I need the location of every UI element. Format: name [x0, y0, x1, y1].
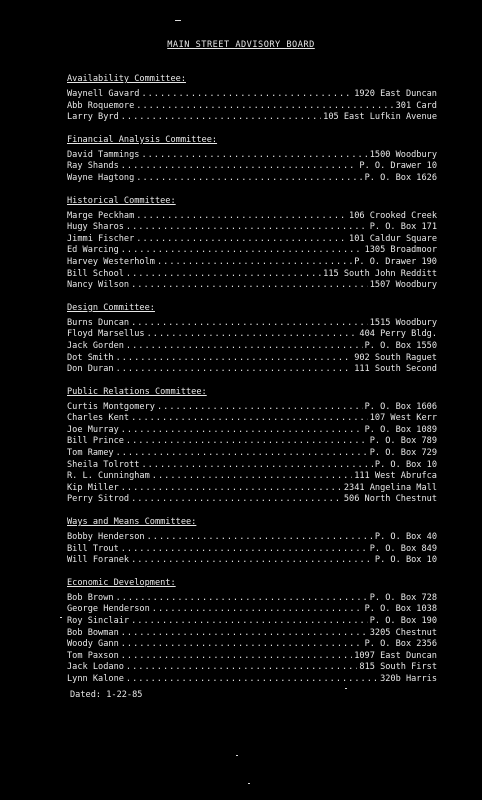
- committee-section: [67, 387, 437, 506]
- member-name: Roy Sinclair: [67, 616, 130, 626]
- leader-dots: [131, 413, 368, 425]
- member-row: [67, 413, 437, 425]
- leader-dots: [121, 628, 368, 640]
- member-address: P. O. Box 10: [374, 459, 437, 470]
- scan-speck: [60, 617, 62, 618]
- member-address: 1515 Woodbury: [369, 317, 437, 328]
- member-address: 105 East Lufkin Avenue: [323, 112, 437, 123]
- member-row: [67, 245, 437, 257]
- member-address: P. O. Box 1626: [364, 172, 437, 183]
- member-row: [67, 257, 437, 269]
- member-address: P. O. Box 729: [369, 448, 437, 459]
- member-name: Charles Kent: [67, 413, 130, 424]
- member-name: Jimmi Fischer: [67, 233, 135, 244]
- leader-dots: [131, 280, 368, 292]
- member-address: P. O. Box 849: [369, 543, 437, 554]
- member-address: 404 Perry Bldg.: [359, 329, 437, 340]
- member-address: 115 South John Redditt: [323, 268, 437, 279]
- member-name: Kip Miller: [67, 482, 119, 493]
- member-address: P. O. Box 40: [374, 532, 437, 543]
- committee-heading: Historical Committee:: [67, 195, 176, 206]
- member-name: R. L. Cunningham: [67, 471, 150, 482]
- committee-section: [67, 196, 437, 292]
- member-address: 3205 Chestnut: [369, 627, 437, 638]
- member-address: 107 West Kerr: [369, 413, 437, 424]
- leader-dots: [126, 341, 363, 353]
- member-row: [67, 222, 437, 234]
- member-row: [67, 280, 437, 292]
- member-name: Curtis Montgomery: [67, 401, 155, 412]
- member-row: [67, 112, 437, 124]
- member-name: Marge Peckham: [67, 210, 135, 221]
- leader-dots: [121, 425, 363, 437]
- committee-roster: [67, 74, 437, 697]
- leader-dots: [126, 269, 321, 281]
- member-name: Woody Gann: [67, 639, 119, 650]
- member-address: 506 North Chestnut: [343, 494, 437, 505]
- scan-speck: [175, 20, 181, 21]
- member-name: Waynell Gavard: [67, 89, 140, 99]
- leader-dots: [136, 173, 362, 185]
- member-address: 815 South First: [359, 662, 437, 673]
- leader-dots: [116, 353, 353, 365]
- member-row: [67, 616, 437, 628]
- member-row: [67, 269, 437, 281]
- leader-dots: [126, 222, 368, 234]
- member-address: P. O. Box 1550: [364, 340, 437, 351]
- committee-heading: Financial Analysis Committee:: [67, 134, 218, 145]
- committee-section: [67, 517, 437, 567]
- leader-dots: [121, 639, 363, 651]
- leader-dots: [121, 483, 342, 495]
- committee-heading: Availability Committee:: [67, 74, 186, 84]
- dated-line: Dated: 1-22-85: [70, 690, 143, 700]
- committee-heading: Ways and Means Committee:: [67, 517, 197, 528]
- member-name: Ray Shands: [67, 161, 119, 172]
- member-row: [67, 448, 437, 460]
- member-name: David Tammings: [67, 149, 140, 160]
- member-name: George Henderson: [67, 604, 150, 615]
- leader-dots: [131, 318, 368, 330]
- leader-dots: [157, 402, 363, 414]
- committee-heading: Economic Development:: [67, 577, 176, 588]
- member-row: [67, 211, 437, 223]
- document-title: MAIN STREET ADVISORY BOARD: [167, 40, 315, 50]
- scan-speck: [236, 755, 238, 756]
- member-address: P. O. Box 171: [369, 222, 437, 233]
- leader-dots: [121, 161, 358, 173]
- member-address: 1500 Woodbury: [369, 149, 437, 160]
- leader-dots: [121, 112, 321, 124]
- member-row: [67, 532, 437, 544]
- member-address: 2341 Angelina Mall: [343, 482, 437, 493]
- member-name: Jack Lodano: [67, 662, 124, 673]
- leader-dots: [157, 257, 352, 269]
- member-name: Will Foranek: [67, 555, 130, 566]
- leader-dots: [136, 234, 347, 246]
- leader-dots: [147, 532, 373, 544]
- member-row: [67, 234, 437, 246]
- member-name: Dot Smith: [67, 352, 114, 363]
- member-name: Larry Byrd: [67, 112, 119, 123]
- member-row: [67, 555, 437, 567]
- member-row: [67, 329, 437, 341]
- member-address: 1507 Woodbury: [369, 280, 437, 291]
- leader-dots: [126, 674, 378, 686]
- member-row: [67, 436, 437, 448]
- member-address: 106 Crooked Creek: [349, 210, 437, 221]
- member-address: 101 Caldur Square: [349, 233, 437, 244]
- member-name: Burns Duncan: [67, 317, 130, 328]
- member-address: 1097 East Duncan: [354, 650, 437, 661]
- leader-dots: [116, 593, 368, 605]
- member-row: [67, 425, 437, 437]
- leader-dots: [116, 448, 368, 460]
- member-address: 1305 Broadmoor: [364, 245, 437, 256]
- member-address: P. O. Box 190: [369, 616, 437, 626]
- member-name: Bobby Henderson: [67, 532, 145, 543]
- member-name: Nancy Wilson: [67, 280, 130, 291]
- member-address: P. O. Box 1089: [364, 424, 437, 435]
- member-row: [67, 364, 437, 376]
- member-name: Bill School: [67, 268, 124, 279]
- member-address: P. O. Drawer 190: [354, 256, 437, 267]
- member-address: P. O. Box 789: [369, 436, 437, 447]
- member-row: [67, 161, 437, 173]
- leader-dots: [131, 555, 373, 567]
- leader-dots: [136, 101, 393, 113]
- member-name: Bob Brown: [67, 592, 114, 603]
- member-name: Sheila Tolrott: [67, 459, 140, 470]
- member-address: 111 West Abrufca: [354, 471, 437, 482]
- member-address: P. O. Box 1038: [364, 604, 437, 615]
- member-address: 902 South Raguet: [354, 352, 437, 363]
- member-address: P. O. Box 1606: [364, 401, 437, 412]
- member-address: 320b Harris: [380, 673, 437, 684]
- leader-dots: [121, 544, 368, 556]
- member-name: Floyd Marsellus: [67, 329, 145, 340]
- member-name: Perry Sitrod: [67, 494, 130, 505]
- member-name: Don Duran: [67, 364, 114, 375]
- leader-dots: [141, 460, 372, 472]
- member-row: [67, 150, 437, 162]
- leader-dots: [131, 494, 342, 506]
- member-address: P. O. Box 10: [374, 555, 437, 566]
- member-row: [67, 173, 437, 185]
- member-name: Ed Warcing: [67, 245, 119, 256]
- member-row: [67, 402, 437, 414]
- member-name: Bill Trout: [67, 543, 119, 554]
- member-address: P. O. Box 728: [369, 592, 437, 603]
- committee-section: [67, 135, 437, 185]
- member-row: [67, 89, 437, 101]
- member-row: [67, 604, 437, 616]
- member-address: 1920 East Duncan: [354, 89, 437, 99]
- member-name: Bob Bowman: [67, 627, 119, 638]
- member-row: [67, 639, 437, 651]
- committee-section: [67, 303, 437, 376]
- member-row: [67, 353, 437, 365]
- leader-dots: [126, 436, 368, 448]
- leader-dots: [141, 150, 367, 162]
- member-address: P. O. Box 2356: [364, 639, 437, 650]
- scan-speck: [248, 783, 250, 784]
- leader-dots: [126, 662, 357, 674]
- member-row: [67, 494, 437, 506]
- member-row: [67, 341, 437, 353]
- member-name: Wayne Hagtong: [67, 172, 135, 183]
- leader-dots: [136, 211, 347, 223]
- committee-section: [67, 578, 437, 686]
- member-name: Tom Ramey: [67, 448, 114, 459]
- member-name: Hugy Sharos: [67, 222, 124, 233]
- leader-dots: [141, 89, 352, 101]
- scan-speck: [345, 688, 347, 689]
- member-name: Joe Murray: [67, 424, 119, 435]
- member-row: [67, 471, 437, 483]
- leader-dots: [152, 471, 352, 483]
- leader-dots: [116, 364, 353, 376]
- committee-section: [67, 74, 437, 124]
- member-row: [67, 593, 437, 605]
- leader-dots: [121, 245, 363, 257]
- member-name: Jack Gorden: [67, 340, 124, 351]
- member-row: [67, 628, 437, 640]
- member-row: [67, 483, 437, 495]
- leader-dots: [152, 604, 363, 616]
- member-address: 111 South Second: [354, 364, 437, 375]
- member-name: Bill Prince: [67, 436, 124, 447]
- member-row: [67, 460, 437, 472]
- member-row: [67, 318, 437, 330]
- member-row: [67, 651, 437, 663]
- member-row: [67, 544, 437, 556]
- leader-dots: [131, 616, 368, 628]
- member-row: [67, 674, 437, 686]
- member-address: 301 Card: [395, 100, 437, 111]
- leader-dots: [121, 651, 352, 663]
- member-address: P. O. Drawer 10: [359, 161, 437, 172]
- member-row: [67, 662, 437, 674]
- committee-heading: Public Relations Committee:: [67, 386, 207, 397]
- member-name: Tom Paxson: [67, 650, 119, 661]
- committee-heading: Design Committee:: [67, 302, 155, 313]
- member-name: Abb Roquemore: [67, 100, 135, 111]
- member-row: [67, 101, 437, 113]
- member-name: Harvey Westerholm: [67, 256, 155, 267]
- leader-dots: [147, 329, 358, 341]
- member-name: Lynn Kalone: [67, 673, 124, 684]
